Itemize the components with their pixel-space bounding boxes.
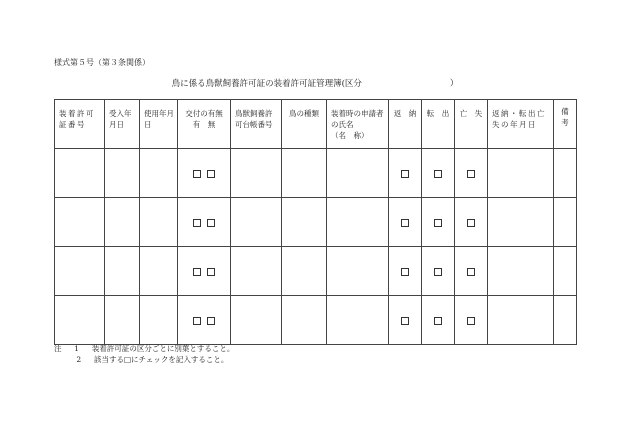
table-cell[interactable] [554,198,577,247]
header-applicant-name: 装着時の申請者の氏名 （名 称） [327,100,389,149]
table-cell[interactable] [105,198,140,247]
table-row [55,198,577,247]
note-2-num: 2 [76,355,82,364]
lost-checkbox-cell[interactable] [455,198,488,247]
table-cell[interactable] [327,198,389,247]
header-ledger-number: 鳥獣飼養許可台帳番号 [231,100,282,149]
header-row [55,100,577,149]
notes [54,343,234,365]
lost-checkbox[interactable] [467,219,475,227]
returned-checkbox-cell[interactable] [389,247,422,296]
table-cell[interactable] [488,296,554,345]
issued-no-checkbox[interactable] [207,317,215,325]
issued-no-checkbox[interactable] [207,170,215,178]
title-text: 鳥に係る鳥獣飼養許可証の装着許可証管理簿(区分 [171,79,362,89]
returned-checkbox-cell[interactable] [389,149,422,198]
table-cell[interactable] [282,198,327,247]
returned-checkbox-cell[interactable] [389,198,422,247]
note-1-num: 1 [74,344,80,353]
header-bird-type: 鳥の種類 [282,100,327,149]
table-cell[interactable] [105,149,140,198]
table-cell[interactable] [554,149,577,198]
notes-prefix: 注 [54,344,62,353]
issued-checkboxes[interactable] [178,296,231,345]
lost-checkbox[interactable] [467,268,475,276]
lost-checkbox-cell[interactable] [455,296,488,345]
table-cell[interactable] [55,296,105,345]
title-close: ） [449,79,459,89]
note-1 [54,343,234,354]
issued-yes-checkbox[interactable] [193,268,201,276]
table-cell[interactable] [282,296,327,345]
header-returned: 返 納 [389,100,422,149]
table-cell[interactable] [105,296,140,345]
table-cell[interactable] [554,247,577,296]
header-event-date: 返納・転出亡失の年月日 [488,100,554,149]
table-cell[interactable] [140,296,178,345]
issued-checkboxes[interactable] [178,198,231,247]
issued-no-checkbox[interactable] [207,268,215,276]
header-issued-flag: 交付の有無 有 無 [178,100,231,149]
register-table [54,99,577,345]
issued-no-checkbox[interactable] [207,219,215,227]
table-cell[interactable] [231,149,282,198]
lost-checkbox-cell[interactable] [455,149,488,198]
page-title [0,77,630,89]
table-row [55,296,577,345]
transferred-checkbox-cell[interactable] [422,149,455,198]
table-cell[interactable] [488,149,554,198]
table-cell[interactable] [105,247,140,296]
issued-yes-checkbox[interactable] [193,219,201,227]
issued-checkboxes[interactable] [178,149,231,198]
lost-checkbox[interactable] [467,170,475,178]
table-cell[interactable] [327,149,389,198]
table-cell[interactable] [55,247,105,296]
lost-checkbox-cell[interactable] [455,247,488,296]
table-cell[interactable] [231,198,282,247]
transferred-checkbox-cell[interactable] [422,247,455,296]
form-label: 様式第５号（第３条関係） [54,58,150,67]
returned-checkbox[interactable] [401,317,409,325]
table-row [55,247,577,296]
returned-checkbox[interactable] [401,219,409,227]
table-cell[interactable] [140,247,178,296]
table-cell[interactable] [488,247,554,296]
table-cell[interactable] [55,198,105,247]
transferred-checkbox[interactable] [434,268,442,276]
note-2-text: 該当する□にチェックを記入すること。 [93,355,229,364]
transferred-checkbox-cell[interactable] [422,296,455,345]
header-lost: 亡 失 [455,100,488,149]
returned-checkbox[interactable] [401,268,409,276]
table-cell[interactable] [231,247,282,296]
issued-yes-checkbox[interactable] [193,317,201,325]
table-row [55,149,577,198]
transferred-checkbox-cell[interactable] [422,198,455,247]
table-cell[interactable] [282,149,327,198]
header-use-date: 使用年月日 [140,100,178,149]
header-permit-number: 装着許可証番号 [55,100,105,149]
table-cell[interactable] [327,247,389,296]
table-cell[interactable] [282,247,327,296]
transferred-checkbox[interactable] [434,170,442,178]
note-2 [54,354,234,365]
returned-checkbox[interactable] [401,170,409,178]
transferred-checkbox[interactable] [434,317,442,325]
table-cell[interactable] [488,198,554,247]
issued-yes-checkbox[interactable] [193,170,201,178]
table-cell[interactable] [327,296,389,345]
table-cell[interactable] [55,149,105,198]
transferred-checkbox[interactable] [434,219,442,227]
issued-checkboxes[interactable] [178,247,231,296]
table-cell[interactable] [140,198,178,247]
header-transferred: 転 出 [422,100,455,149]
table-cell[interactable] [554,296,577,345]
returned-checkbox-cell[interactable] [389,296,422,345]
note-1-text: 装着許可証の区分ごとに別葉とすること。 [91,344,235,353]
lost-checkbox[interactable] [467,317,475,325]
table-cell[interactable] [140,149,178,198]
header-remarks: 備考 [554,100,577,149]
table-cell[interactable] [231,296,282,345]
header-received-date: 受入年月日 [105,100,140,149]
